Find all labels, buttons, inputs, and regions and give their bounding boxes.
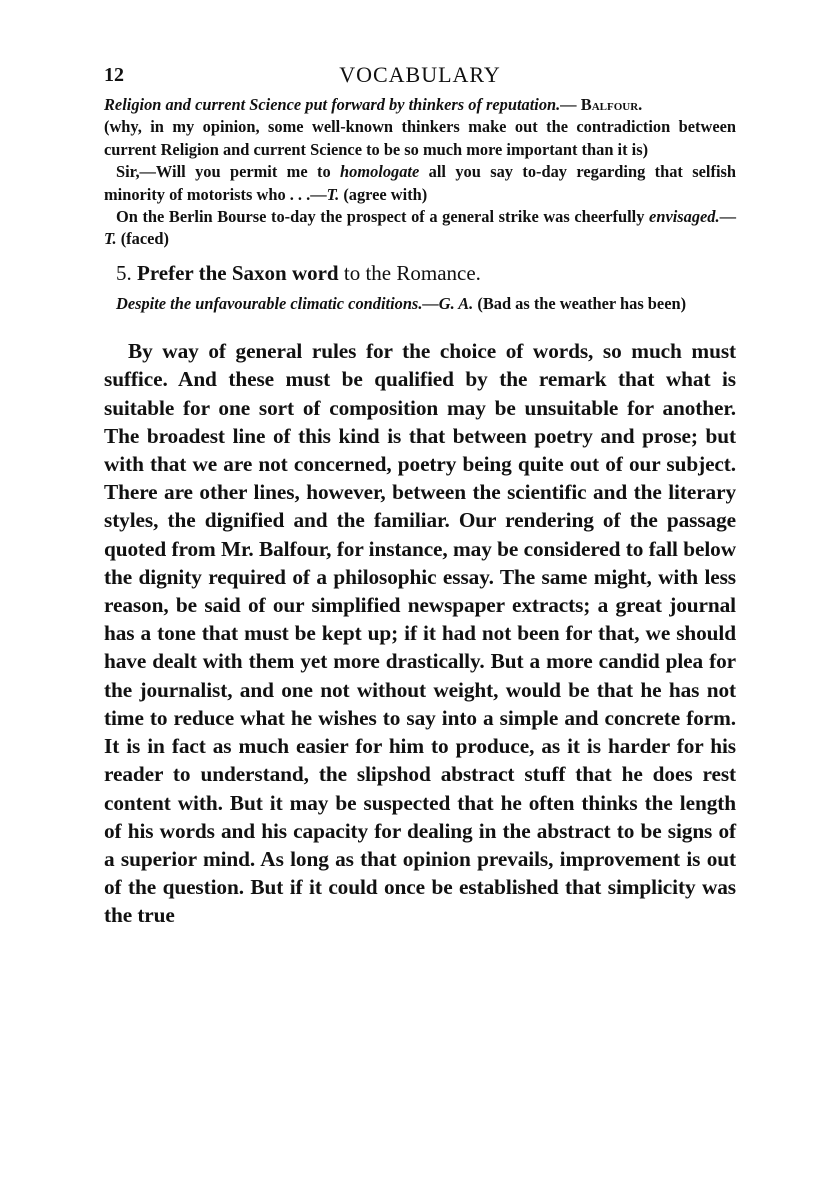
example-envisaged-gloss: (faced) (116, 229, 169, 249)
page-header (104, 60, 736, 94)
body-paragraph: By way of general rules for the choice of words, so much must suffice. And these must be qualified by the remark that what is suitable for one sort of composition may be unsuitable for another. The broadest line of this kind is that between poetry and prose; but with that we are not concerned, poetry being quite out of our subject. There are other lines, however, between the scientific and the literary styles, the dignified and the familiar. Our rendering of the passage quoted from Mr. Balfour, for instance, may be considered to fall below the dignity required of a philosophic essay. The same might, with less reason, be said of our simplified newspaper extracts; a great journal has a tone that must be kept up; if it had not been for that, we should have dealt with them yet more drastically. But a more candid plea for the journalist, and one not without weight, would be that he has not time to reduce what he wishes to say into a simple and concrete form. It is in fact as much easier for him to produce, as it is harder for his reader to understand, the slipshod abstract stuff that he does rest content with. But it may be suspected that he often thinks the length of his words and his capacity for dealing in the abstract to be signs of a superior mind. As long as that opinion prevails, improvement is out of the question. But if it could once be established that simplicity was the true (104, 339, 736, 928)
example-envisaged-before: On the Berlin Bourse to-day the prospect of a general strike was cheerfully (116, 207, 650, 227)
book-page (104, 60, 736, 930)
example-balfour-quote: Religion and current Science put forward by thinkers of reputation.— (104, 95, 577, 114)
example-homologate (104, 161, 736, 206)
rule-rest: to the Romance. (338, 260, 481, 285)
rule-heading (116, 259, 736, 287)
running-title: VOCABULARY (339, 62, 501, 87)
example-envisaged-word: envisaged. (649, 207, 720, 227)
example-envisaged-source: T. (104, 229, 117, 249)
example-homologate-before: Sir,—Will you permit me to (116, 162, 341, 182)
example-despite-gloss: (Bad as the weather has been) (473, 293, 687, 313)
example-balfour (104, 94, 736, 116)
rule-number: 5. (116, 260, 132, 285)
example-balfour-gloss: (why, in my opinion, some well-known thinkers make out the contradiction between current Religion and current Science to be so much more important than it is) (104, 117, 736, 159)
example-envisaged (104, 206, 736, 251)
example-despite-quote: Despite the unfavourable climatic conditions.—G. A. (116, 293, 474, 313)
example-homologate-gloss: (agree with) (339, 184, 428, 204)
example-homologate-word: homologate (340, 162, 420, 182)
example-balfour-attribution: Balfour. (580, 95, 643, 114)
example-despite (104, 293, 736, 315)
page-number: 12 (104, 64, 124, 86)
example-homologate-after: all you say to-day regarding that selfish minority of motorists who . . .— (104, 162, 736, 204)
example-homologate-source: T. (326, 184, 340, 204)
example-envisaged-dash: — (719, 207, 736, 227)
rule-bold-text: Prefer the Saxon word (131, 260, 339, 285)
